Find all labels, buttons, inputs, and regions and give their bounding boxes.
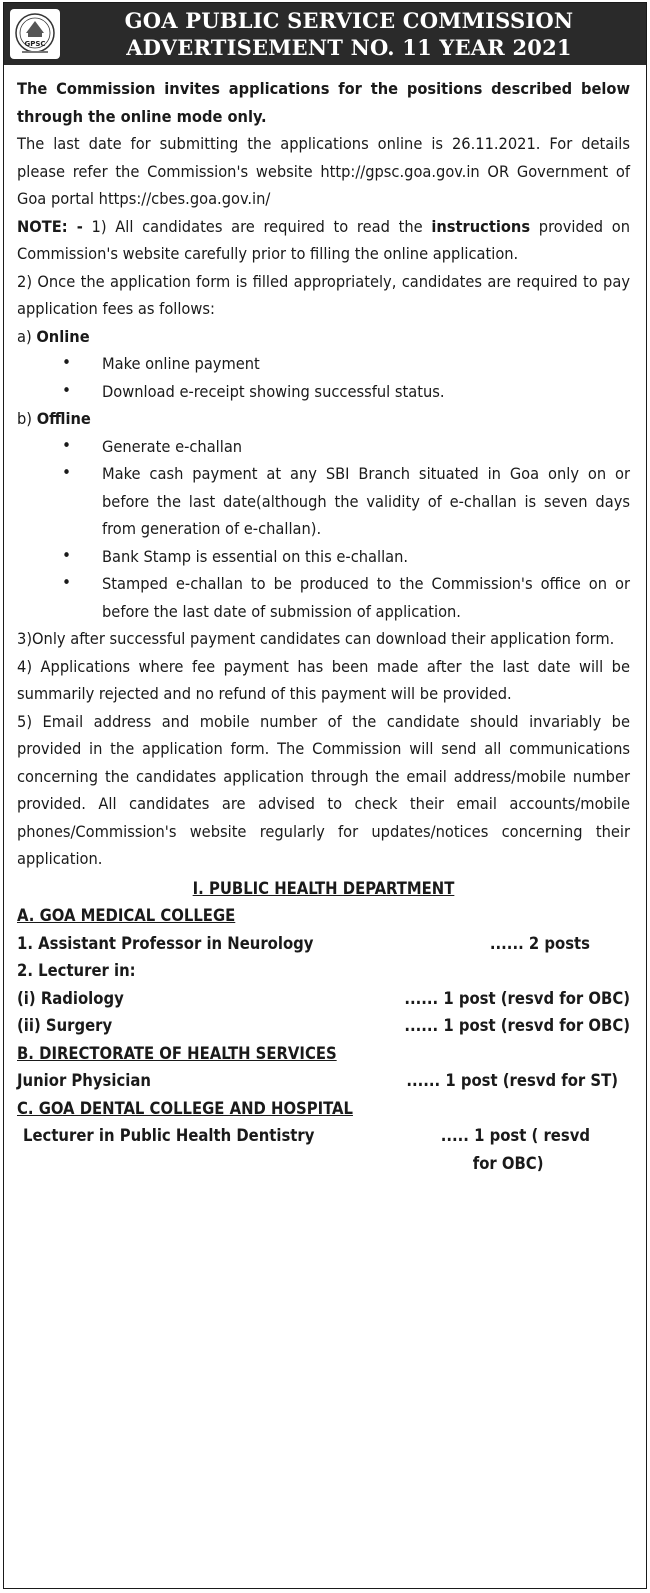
- post-name: 1. Assistant Professor in Neurology: [17, 933, 314, 953]
- post-row: [17, 1067, 630, 1095]
- online-heading: [17, 323, 630, 351]
- post-row: [17, 985, 630, 1013]
- online-list: [17, 350, 630, 405]
- department-heading: I. PUBLIC HEALTH DEPARTMENT: [192, 878, 455, 898]
- notice-body: [4, 65, 646, 1177]
- note-item-1-bold: instructions: [431, 216, 531, 236]
- section-a-title: A. GOA MEDICAL COLLEGE: [17, 906, 236, 925]
- online-prefix: a): [17, 326, 32, 346]
- advertisement: [3, 2, 647, 1589]
- list-item: • Make cash payment at any SBI Branch situated in Goa only on or before the last date(although the validity of e-challan is seven days from generation of e-challan).: [102, 460, 630, 543]
- title-line-2: ADVERTISEMENT NO. 11 YEAR 2021: [126, 35, 572, 60]
- posts-section: [17, 875, 630, 1178]
- offline-label: Offline: [36, 409, 91, 428]
- post-row: [17, 930, 630, 958]
- online-label: Online: [36, 326, 90, 346]
- note-item-1: [17, 213, 630, 268]
- post-qty: ...... 1 post (resvd for OBC): [404, 988, 630, 1008]
- post-name: (ii) Surgery: [17, 1016, 113, 1035]
- list-item: • Make online payment: [102, 350, 630, 378]
- title-line-1: GOA PUBLIC SERVICE COMMISSION: [124, 8, 574, 33]
- offline-prefix: b): [17, 409, 33, 428]
- post-qty: ...... 2 posts: [489, 933, 590, 953]
- logo-text: GPSC: [24, 40, 46, 48]
- post-name: Lecturer in Public Health Dentistry: [23, 1126, 315, 1145]
- section-b-title: B. DIRECTORATE OF HEALTH SERVICES: [17, 1043, 337, 1063]
- note-item-1-pre: 1) All candidates are required to read the: [91, 216, 423, 236]
- post-row: [17, 1012, 630, 1040]
- offline-heading: [17, 405, 630, 433]
- list-item: • Download e-receipt showing successful status.: [102, 378, 630, 406]
- list-item: • Generate e-challan: [102, 433, 630, 461]
- gpsc-emblem-icon: [12, 11, 58, 57]
- section-c-title: C. GOA DENTAL COLLEGE AND HOSPITAL: [17, 1098, 353, 1118]
- post-qty: [441, 1122, 590, 1177]
- note-item-5: 5) Email address and mobile number of the candidate should invariably be provided in the application form. The Commission will send all communications concerning the candidates application through the email address/mobile number provided. All candidates are advised to check their email accounts/mobile phones/Commission's website regularly for updates/notices concerning their application.: [17, 711, 630, 868]
- note-label: NOTE: -: [17, 216, 83, 236]
- offline-list: [17, 433, 630, 626]
- post-name: 2. Lecturer in:: [17, 961, 136, 980]
- list-item: • Bank Stamp is essential on this e-challan.: [102, 543, 630, 571]
- list-item: • Stamped e-challan to be produced to the Commission's office on or before the last date of submission of application.: [102, 570, 630, 625]
- intro-bold: The Commission invites applications for the positions described below through the online mode only.: [17, 79, 630, 126]
- header-banner: [4, 3, 646, 65]
- note-item-2: 2) Once the application form is filled appropriately, candidates are required to pay application fees as follows:: [17, 271, 630, 318]
- intro-last-date: The last date for submitting the applications online is 26.11.2021. For details please refer the Commission's website http://gpsc.goa.gov.in OR Government of Goa portal https://cbes.goa.gov.in/: [17, 134, 630, 208]
- note-item-1-post: provided on Commission's website carefully prior to filling the online application.: [17, 216, 631, 263]
- post-qty-line-2: for OBC): [472, 1153, 544, 1173]
- post-qty: ...... 1 post (resvd for ST): [406, 1071, 618, 1090]
- post-row: [17, 1122, 630, 1177]
- post-qty: ...... 1 post (resvd for OBC): [404, 1016, 630, 1035]
- note-item-3: 3)Only after successful payment candidates can download their application form.: [17, 629, 615, 648]
- gpsc-logo: [10, 9, 60, 59]
- note-item-4: 4) Applications where fee payment has been made after the last date will be summarily rejected and no refund of this payment will be provided.: [17, 656, 630, 703]
- post-name: Junior Physician: [17, 1071, 151, 1090]
- post-qty-line-1: ..... 1 post ( resvd: [440, 1126, 590, 1145]
- post-name: (i) Radiology: [17, 988, 124, 1008]
